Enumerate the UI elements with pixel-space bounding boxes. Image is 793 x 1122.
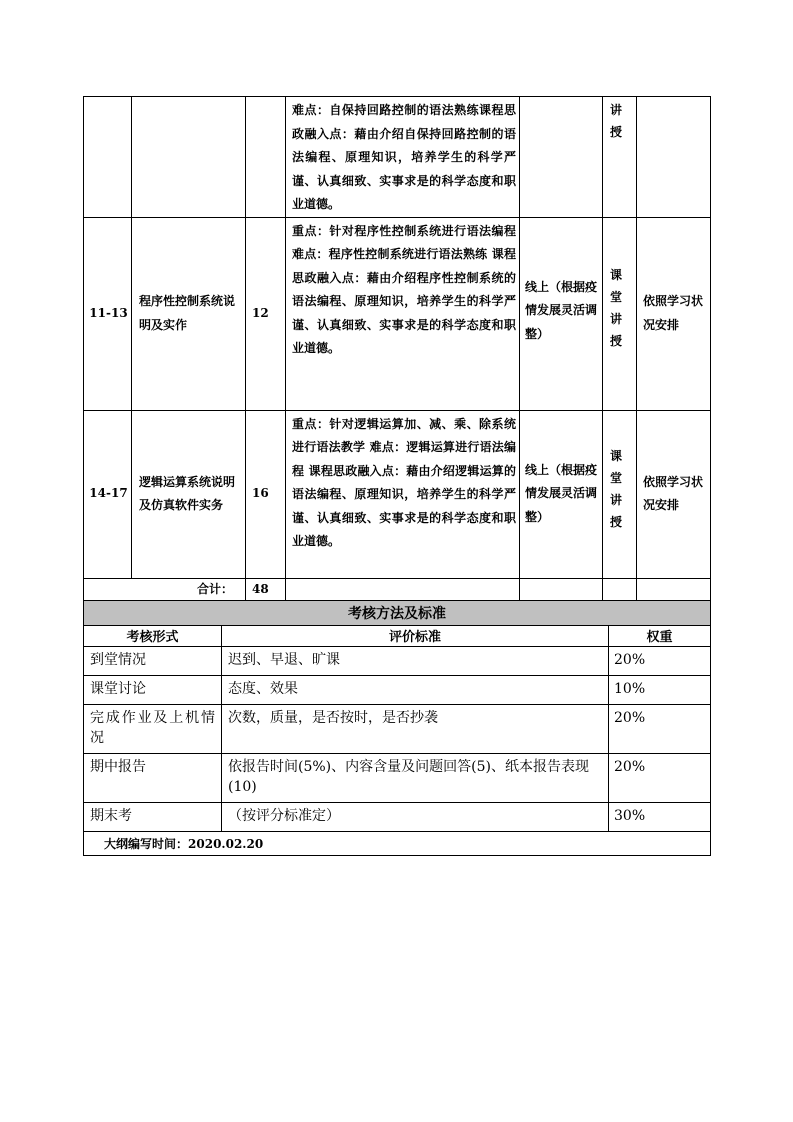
table-row (84, 410, 711, 578)
weight-cell: 20% (609, 753, 711, 802)
table-header (84, 625, 711, 646)
topic-cell: 程序性控制系统说明及实作 (132, 217, 246, 410)
form-cell: 完成作业及上机情况 (84, 704, 222, 753)
hours-cell: 16 (246, 410, 286, 578)
content-cell: 重点：针对程序性控制系统进行语法编程 难点：程序性控制系统进行语法熟练 课程思政融入点：藉由介绍程序性控制系统的语法编程、原理知识，培养学生的科学严谨、认真细致、实事求是的科学态度和职业道德。 (286, 217, 520, 410)
method-text: 讲授 (610, 103, 623, 139)
criteria-cell: 态度、效果 (222, 675, 609, 704)
weight-cell: 20% (609, 646, 711, 675)
form-cell: 期中报告 (84, 753, 222, 802)
form-cell: 课堂讨论 (84, 675, 222, 704)
table-row (84, 97, 711, 218)
mode-text: 线上（根据疫情发展灵活调整） (525, 462, 598, 524)
table-row (84, 704, 711, 753)
week-cell: 14-17 (84, 410, 132, 578)
method-text: 课堂讲授 (610, 448, 623, 529)
topic-cell (132, 97, 246, 218)
criteria-cell: 次数，质量，是否按时，是否抄袭 (222, 704, 609, 753)
header-form: 考核形式 (84, 625, 222, 646)
weight-cell: 20% (609, 704, 711, 753)
outline-date (84, 831, 711, 855)
criteria-cell: 依报告时间(5%)、内容含量及问题回答(5)、纸本报告表现(10) (222, 753, 609, 802)
weight-cell: 30% (609, 802, 711, 831)
hours-cell (246, 97, 286, 218)
hours-cell: 12 (246, 217, 286, 410)
total-label: 合计： (84, 578, 246, 600)
section-title: 考核方法及标准 (84, 601, 711, 626)
mode-cell (520, 410, 603, 578)
total-hours: 48 (246, 578, 286, 600)
method-text: 课堂讲授 (610, 267, 623, 348)
header-criteria: 评价标准 (222, 625, 609, 646)
criteria-cell: 迟到、早退、旷课 (222, 646, 609, 675)
topic-cell: 逻辑运算系统说明及仿真软件实务 (132, 410, 246, 578)
form-cell: 期末考 (84, 802, 222, 831)
mode-cell (520, 97, 603, 218)
outline-date-label: 大纲编写时间： (104, 836, 189, 851)
method-cell (603, 410, 637, 578)
assessment-table (83, 601, 711, 856)
header-weight: 权重 (609, 625, 711, 646)
remark-cell: 依照学习状况安排 (637, 217, 711, 410)
content-cell: 难点：自保持回路控制的语法熟练课程思政融入点：藉由介绍自保持回路控制的语法编程、原理知识，培养学生的科学严谨、认真细致、实事求是的科学态度和职业道德。 (286, 97, 520, 218)
form-cell: 到堂情况 (84, 646, 222, 675)
table-row (84, 675, 711, 704)
table-row (84, 217, 711, 410)
method-cell (603, 217, 637, 410)
weight-cell: 10% (609, 675, 711, 704)
table-row (84, 753, 711, 802)
remark-cell (637, 97, 711, 218)
syllabus-page (83, 96, 710, 856)
mode-text: 线上（根据疫情发展灵活调整） (525, 279, 598, 341)
table-row (84, 802, 711, 831)
content-cell: 重点：针对逻辑运算加、减、乘、除系统进行语法教学 难点：逻辑运算进行语法编程 课程思政融入点：藉由介绍逻辑运算的语法编程、原理知识，培养学生的科学严谨、认真细致、实事求是的科学态度和职业道德。 (286, 410, 520, 578)
footer-row (84, 831, 711, 855)
total-row (84, 578, 711, 600)
mode-cell (520, 217, 603, 410)
method-cell (603, 97, 637, 218)
week-cell: 11-13 (84, 217, 132, 410)
remark-cell: 依照学习状况安排 (637, 410, 711, 578)
table-row (84, 646, 711, 675)
outline-date-value: 2020.02.20 (188, 836, 264, 851)
week-cell (84, 97, 132, 218)
criteria-cell: （按评分标准定） (222, 802, 609, 831)
schedule-table (83, 96, 711, 601)
